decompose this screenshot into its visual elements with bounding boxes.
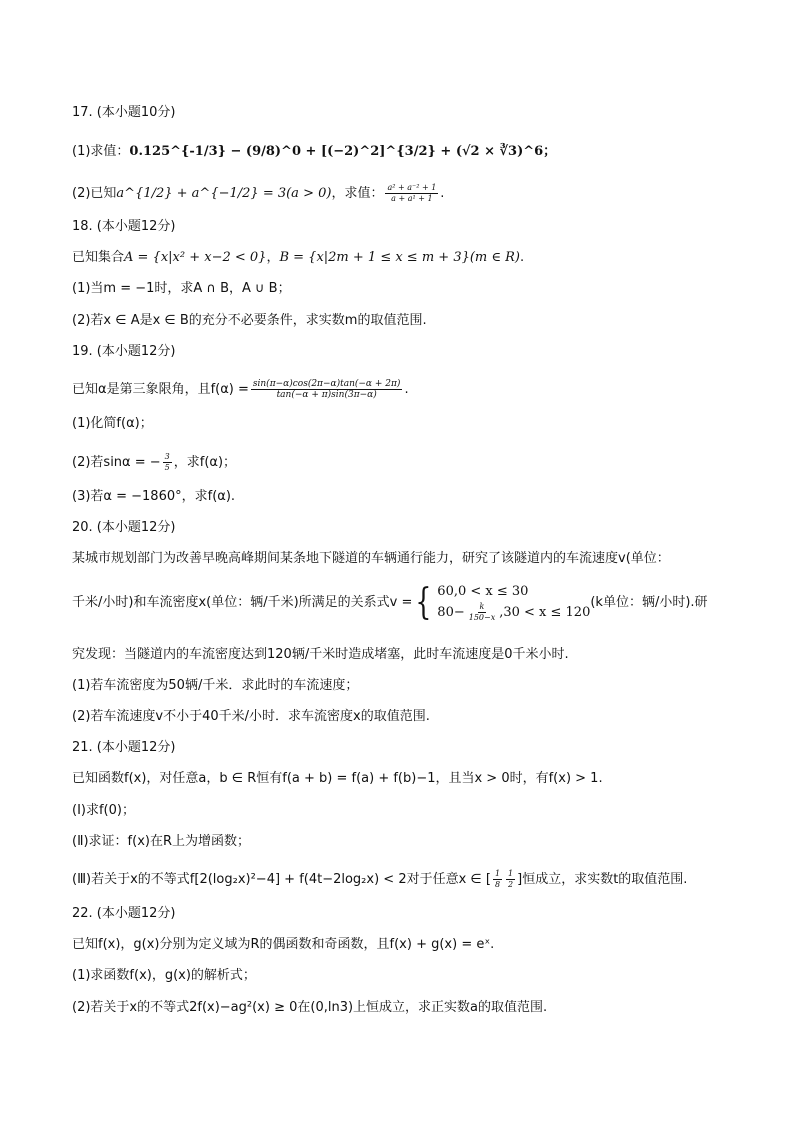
q18-part1: (1)当m = −1时，求A ∩ B，A ∪ B； [72, 281, 291, 296]
q18-stem-end: . [520, 250, 525, 265]
q22-stem: 已知f(x)，g(x)分别为定义域为R的偶函数和奇函数，且f(x) + g(x) = eˣ. [72, 937, 495, 952]
q20-brace: { [415, 581, 432, 623]
q20-stem-line2-prefix: 千米/小时)和车流密度x(单位：辆/千米)所满足的关系式v = [72, 595, 413, 610]
q20-case2-numerator: k [479, 602, 485, 611]
q21-part2: (Ⅱ)求证：f(x)在R上为增函数； [72, 834, 250, 849]
q20-piecewise [412, 582, 590, 623]
q18-part2: (2)若x ∈ A是x ∈ B的充分不必要条件，求实数m的取值范围. [72, 313, 427, 328]
q19-part3: (3)若α = −1860°，求f(α). [72, 489, 236, 504]
q17-header: 17. (本小题10分) [72, 105, 176, 120]
q21-fraction2-numerator: 1 [508, 869, 514, 878]
q19-fraction-denominator: tan(−α + π)sin(3π−α) [276, 390, 377, 400]
q19-header: 19. (本小题12分) [72, 344, 176, 359]
q17-part1-prefix: (1)求值： [72, 144, 130, 159]
q20-case2-prefix: 80− [437, 605, 465, 620]
q19-part2-numerator: 3 [164, 452, 170, 461]
q20-case2-fraction [467, 602, 497, 623]
q19-stem-prefix: 已知α是第三象限角，且f(α) = [72, 382, 249, 397]
q20-case1: 60,0 < x ≤ 30 [437, 584, 529, 599]
q21-part3-fraction1 [493, 869, 502, 890]
q19-part2 [72, 452, 236, 473]
q20-case2-suffix: ,30 < x ≤ 120 [499, 605, 591, 620]
q19-part2-denominator: 5 [164, 463, 170, 472]
q22-header: 22. (本小题12分) [72, 906, 176, 921]
q20-stem-line3: 究发现：当隧道内的车流密度达到120辆/千米时造成堵塞，此时车流速度是0千米小时. [72, 647, 569, 662]
q20-header: 20. (本小题12分) [72, 520, 176, 535]
q19-stem [72, 379, 409, 400]
q18-stem-prefix: 已知集合 [72, 250, 125, 265]
q22-part2: (2)若关于x的不等式2f(x)−ag²(x) ≥ 0在(0,ln3)上恒成立，求正实数a的取值范围. [72, 1000, 548, 1015]
q22-part1: (1)求函数f(x)，g(x)的解析式； [72, 968, 256, 983]
q17-part2-mid: ，求值： [331, 186, 384, 201]
q17-part2-fraction-numerator: a² + a⁻² + 1 [387, 183, 437, 192]
q20-stem-line2 [72, 582, 708, 623]
q20-stem-line1: 某城市规划部门为改善早晚高峰期间某条地下隧道的车辆通行能力，研究了该隧道内的车流速度v(单位： [72, 551, 670, 566]
q21-part3-fraction2 [506, 869, 515, 890]
q18-stem [72, 249, 524, 267]
q17-part2-end: . [440, 186, 445, 201]
q21-part1: (Ⅰ)求f(0)； [72, 803, 135, 818]
q18-set-a: A = {x|x² + x−2 < 0} [124, 250, 267, 265]
q20-part1: (1)若车流密度为50辆/千米．求此时的车流速度； [72, 678, 359, 693]
q17-part2 [72, 183, 444, 204]
q17-part2-fraction [385, 183, 438, 204]
q21-fraction1-denominator: 8 [494, 880, 501, 889]
q21-fraction1-numerator: 1 [494, 869, 501, 878]
q19-fraction-numerator: sin(π−α)cos(2π−α)tan(−α + 2π) [252, 379, 401, 389]
q18-stem-sep: ， [266, 250, 280, 265]
q19-stem-fraction [251, 379, 403, 400]
q21-part3-suffix: ]恒成立，求实数t的取值范围. [517, 872, 688, 887]
q19-part2-prefix: (2)若sinα = − [72, 455, 161, 470]
q19-part2-end: ，求f(α)； [173, 455, 237, 470]
q20-cases [437, 582, 590, 623]
q19-part1: (1)化简f(α)； [72, 416, 153, 431]
q20-part2: (2)若车流速度v不小于40千米/小时．求车流密度x的取值范围. [72, 709, 430, 724]
q21-stem: 已知函数f(x)，对任意a，b ∈ R恒有f(a + b) = f(a) + f(b)−1，且当x > 0时，有f(x) > 1. [72, 771, 603, 786]
q21-header: 21. (本小题12分) [72, 740, 176, 755]
q18-set-b: B = {x|2m + 1 ≤ x ≤ m + 3}(m ∈ R) [279, 250, 521, 265]
q18-header: 18. (本小题12分) [72, 219, 176, 234]
q17-part2-condition: a^{1/2} + a^{−1/2} = 3(a > 0) [116, 186, 332, 201]
q17-part2-fraction-denominator: a + a¹ + 1 [391, 194, 433, 203]
q19-stem-end: . [404, 382, 409, 397]
q20-stem-line2-end: (k单位：辆/小时).研 [590, 595, 708, 610]
q21-part3 [72, 869, 687, 890]
q17-part1 [72, 143, 556, 161]
q20-case2-denominator: 150−x [468, 613, 496, 622]
q19-part2-fraction [163, 452, 172, 473]
q21-fraction2-denominator: 2 [508, 880, 514, 889]
q20-case2 [437, 602, 590, 623]
q17-part1-expression: 0.125^{-1/3} − (9/8)^0 + [(−2)^2]^{3/2} + (√2 × ∛3)^6； [129, 144, 557, 159]
q17-part2-prefix: (2)已知 [72, 186, 117, 201]
q21-part3-prefix: (Ⅲ)若关于x的不等式f[2(log₂x)²−4] + f(4t−2log₂x) < 2对于任意x ∈ [ [72, 872, 491, 887]
